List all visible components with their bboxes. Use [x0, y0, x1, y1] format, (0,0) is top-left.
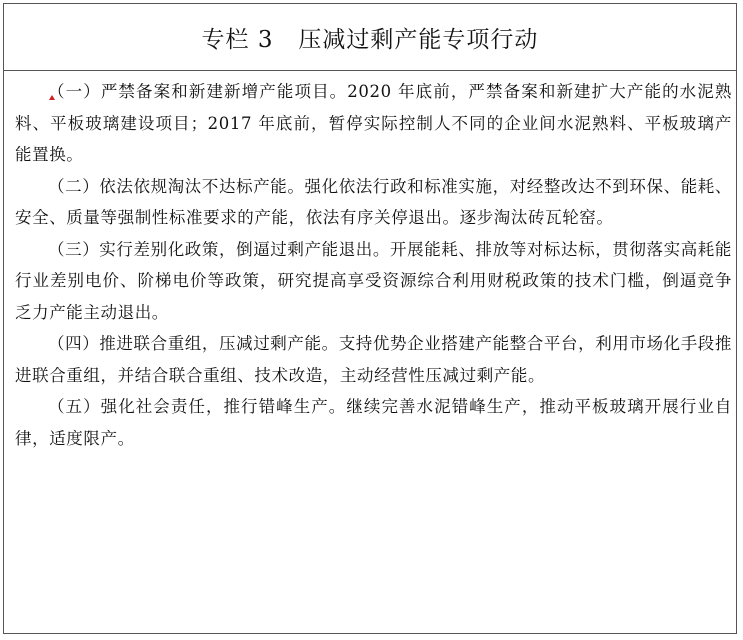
paragraph-4: （四）推进联合重组，压减过剩产能。支持优势企业搭建产能整合平台，利用市场化手段推进联合重组，并结合联合重组、技术改造，主动经营性压减过剩产能。: [15, 334, 732, 385]
column-box: [3, 3, 737, 634]
paragraph-2: （二）依法依规淘汰不达标产能。强化依法行政和标准实施，对经整改达不到环保、能耗、安全、质量等强制性标准要求的产能，依法有序关停退出。逐步淘汰砖瓦轮窑。: [15, 176, 732, 227]
column-title: 专栏 3 压减过剩产能专项行动: [201, 26, 539, 53]
paragraph-3: （三）实行差别化政策，倒逼过剩产能退出。开展能耗、排放等对标达标，贯彻落实高耗能行业差别电价、阶梯电价等政策，研究提高享受资源综合利用财税政策的技术门槛，倒逼竞争乏力产能主动退出。: [15, 239, 732, 322]
column-content: [15, 76, 732, 454]
paragraph-1: （一）严禁备案和新建新增产能项目。2020 年底前，严禁备案和新建扩大产能的水泥熟料、平板玻璃建设项目；2017 年底前，暂停实际控制人不同的企业间水泥熟料、平板玻璃产能置换。: [15, 82, 732, 164]
paragraph-5: （五）强化社会责任，推行错峰生产。继续完善水泥错峰生产，推动平板玻璃开展行业自律，适度限产。: [15, 397, 732, 448]
title-row: [4, 4, 736, 71]
comment-marker-icon: [49, 95, 55, 100]
